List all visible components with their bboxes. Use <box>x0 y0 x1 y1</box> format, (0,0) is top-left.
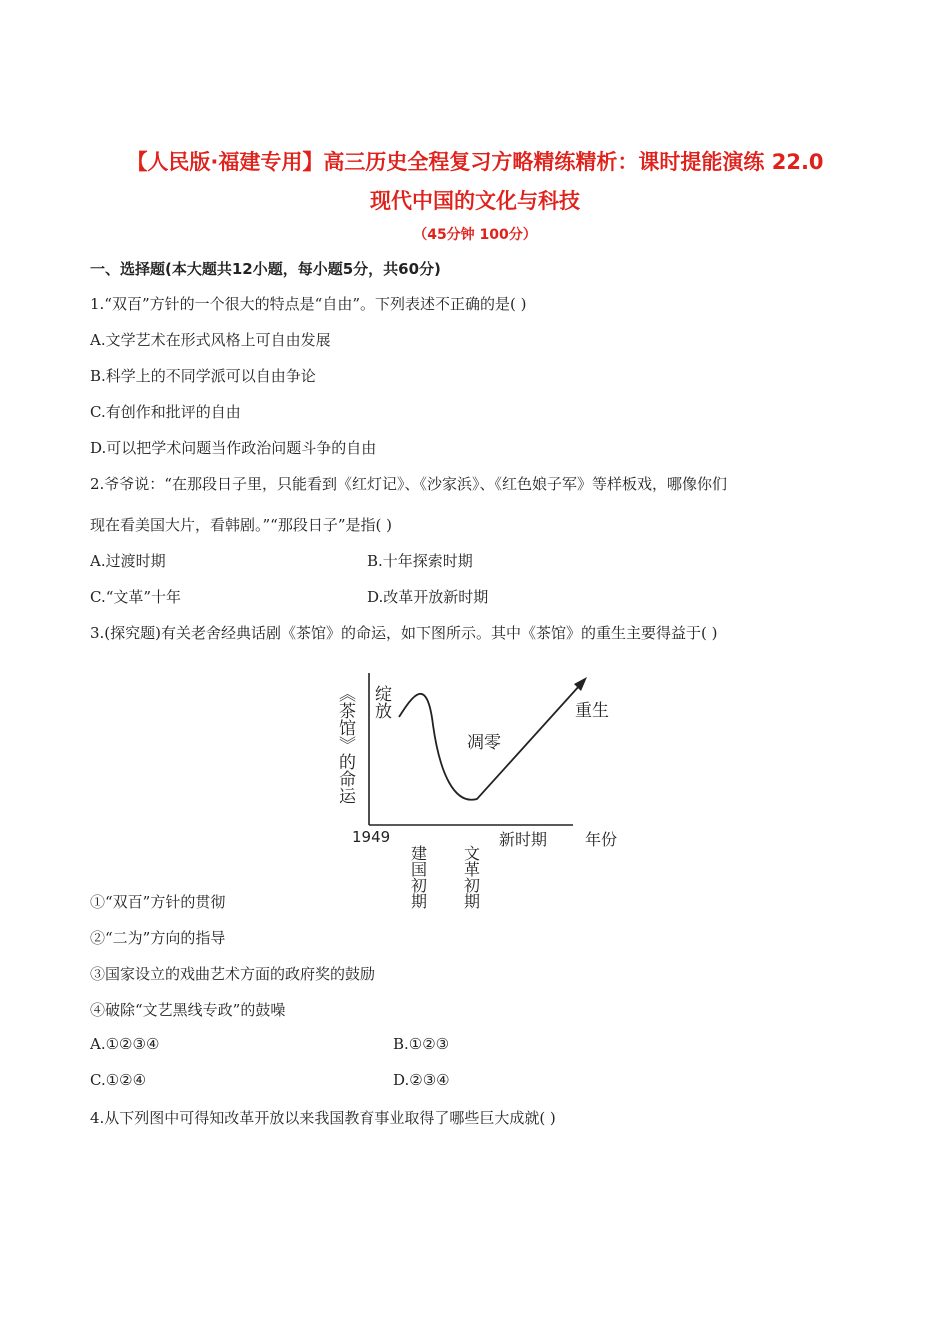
question-1-stem: 1.“双百”方针的一个很大的特点是“自由”。下列表述不正确的是( ) <box>90 295 527 313</box>
x-tick-jianguo <box>409 845 428 909</box>
x-start-label: 1949 <box>352 828 391 846</box>
question-2-stem-line2: 现在看美国大片，看韩剧。”“那段日子”是指( ) <box>90 516 392 534</box>
question-1-option-d: D.可以把学术问题当作政治问题斗争的自由 <box>90 439 377 457</box>
x-tick-xinshiqi: 新时期 <box>499 830 548 849</box>
x-tick-1-text: 建国初期 <box>408 845 428 909</box>
x-tick-wenge <box>462 845 481 909</box>
question-4-stem: 4.从下列图中可得知改革开放以来我国教育事业取得了哪些巨大成就( ) <box>90 1109 556 1127</box>
document-title-line1: 【人民版·福建专用】高三历史全程复习方略精练精析：课时提能演练 22.0 <box>126 150 824 174</box>
time-score-info: （45分钟 100分） <box>413 227 537 243</box>
question-3-option-a: A.①②③④ <box>90 1035 160 1053</box>
question-3-choice-4: ④破除“文艺黑线专政”的鼓噪 <box>90 1001 286 1019</box>
question-3-choice-1: ①“双百”方针的贯彻 <box>90 893 226 911</box>
question-2-option-c: C.“文革”十年 <box>90 588 182 606</box>
x-tick-2-text: 文革初期 <box>461 845 481 909</box>
question-3-choice-3: ③国家设立的戏曲艺术方面的政府奖的鼓励 <box>90 965 376 983</box>
x-axis-label: 年份 <box>585 830 618 849</box>
section-heading: 一、选择题(本大题共12小题，每小题5分，共60分) <box>90 260 441 278</box>
label-bloom: 绽放 <box>371 685 391 719</box>
label-wither: 凋零 <box>467 733 501 753</box>
question-2-option-d: D.改革开放新时期 <box>367 588 489 606</box>
question-3-option-d: D.②③④ <box>393 1071 450 1089</box>
question-3-choice-2: ②“二为”方向的指导 <box>90 929 226 947</box>
question-2-stem-line1: 2.爷爷说：“在那段日子里，只能看到《红灯记》、《沙家浜》、《红色娘子军》等样板戏，哪像你们 <box>90 475 727 493</box>
question-1-option-a: A.文学艺术在形式风格上可自由发展 <box>90 331 331 349</box>
question-3-option-c: C.①②④ <box>90 1071 147 1089</box>
question-1-option-c: C.有创作和批评的自由 <box>90 403 241 421</box>
question-2-option-b: B.十年探索时期 <box>367 552 473 570</box>
teahouse-fate-figure <box>325 655 625 909</box>
question-2-option-a: A.过渡时期 <box>90 552 166 570</box>
question-1-option-b: B.科学上的不同学派可以自由争论 <box>90 367 316 385</box>
figure-ylabel: 《茶馆》的命运 <box>335 685 355 804</box>
question-3-stem: 3.(探究题)有关老舍经典话剧《茶馆》的命运，如下图所示。其中《茶馆》的重生主要得益于( ) <box>90 624 718 642</box>
question-3-option-b: B.①②③ <box>393 1035 450 1053</box>
label-rebirth: 重生 <box>575 701 609 721</box>
document-title-line2: 现代中国的文化与科技 <box>370 189 580 213</box>
